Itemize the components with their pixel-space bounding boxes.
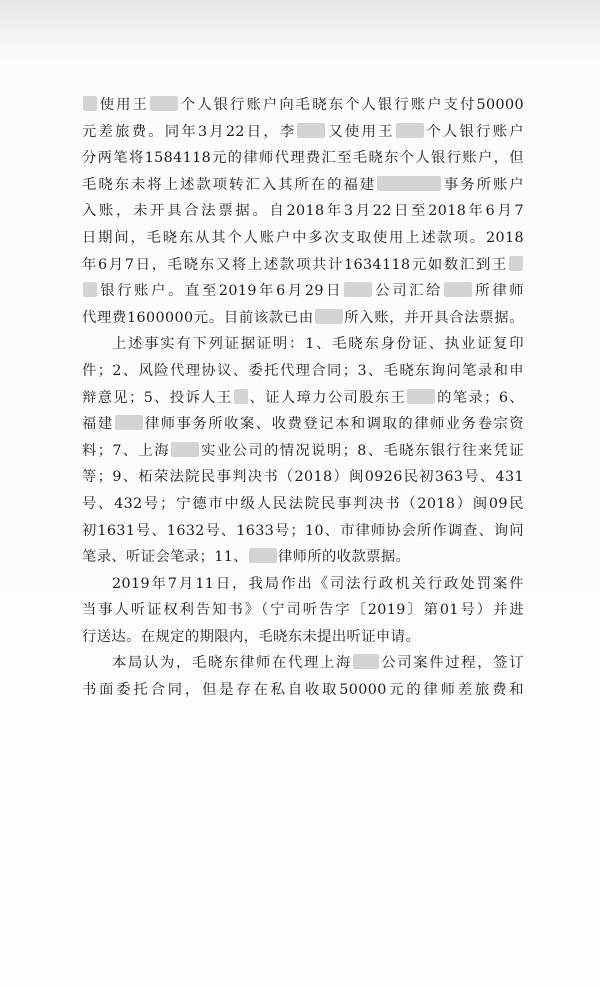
text-line: 本局认为，毛晓东律师在代理上海 公司案件过程，签订 [112,655,524,672]
scan-shadow [0,0,600,60]
redaction-mark [509,256,523,271]
text-line: 号、432号；宁德市中级人民法院民事判决书（2018）闽09民 [82,495,524,512]
document-body [82,92,524,704]
text-line: 当事人听证权利告知书》（宁司听告字〔2019〕第01号）并进 [82,602,524,619]
text-line: 初1631号、1632号、1633号；10、市律师协会所作调查、询问 [82,522,524,539]
text-line: 代理费1600000元。目前该款已由 所入账，并开具合法票据。 [82,309,524,326]
text-line: 笔录、听证会笔录；11、 律师所的收款票据。 [82,549,411,566]
text-line: 辩意见；5、投诉人王 、证人璋力公司股东王 的笔录；6、 [82,389,525,406]
redaction-mark [115,415,143,430]
redaction-mark [444,282,472,297]
redaction-mark [344,282,372,297]
text-line: 行送达。在规定的期限内，毛晓东未提出听证申请。 [82,628,421,645]
redaction-mark [377,176,441,191]
text-line: 日期间，毛晓东从其个人账户中多次支取使用上述款项。2018 [82,229,524,246]
redaction-mark [297,123,325,138]
redaction-mark [83,96,97,111]
redaction-mark [315,309,343,324]
text-line: 元差旅费。同年3月22日，李 又使用王 个人银行账户 [82,123,524,140]
text-line: 分两笔将1584118元的律师代理费汇至毛晓东个人银行账户，但 [82,150,524,167]
text-line: 件；2、风险代理协议、委托代理合同；3、毛晓东询问笔录和申 [82,362,524,379]
redaction-mark [353,654,379,669]
redaction-mark [83,282,97,297]
text-line: 毛晓东未将上述款项转汇入其所在的福建 事务所账户 [82,176,525,193]
text-line: 等；9、柘荣法院民事判决书（2018）闽0926民初363号、431 [82,469,524,486]
text-line: 使用王 个人银行账户向毛晓东个人银行账户支付50000 [82,92,524,119]
paragraph-1 [82,92,524,331]
text-line: 上述事实有下列证据证明：1、毛晓东身份证、执业证复印 [112,336,524,353]
redaction-mark [171,442,199,457]
redaction-mark [234,389,248,404]
text-line: 料；7、上海 实业公司的情况说明；8、毛晓东银行往来凭证 [82,442,525,459]
text-line: 书面委托合同，但是存在私自收取50000元的律师差旅费和 [82,682,524,699]
redaction-mark [407,389,435,404]
redaction-mark [396,123,424,138]
paragraph-4 [82,650,524,703]
text-line: 银行账户。直至2019年6月29日 公司汇给 所律师 [82,278,524,305]
paragraph-2 [82,331,524,570]
text-line: 福建 律师事务所收案、收费登记本和调取的律师业务卷宗资 [82,416,524,433]
paragraph-3 [82,571,524,651]
text-line: 年6月7日，毛晓东又将上述款项共计1634118元如数汇到王 [82,252,524,279]
redaction-mark [150,96,178,111]
redaction-mark [249,548,277,563]
text-line: 入账，未开具合法票据。自2018年3月22日至2018年6月7 [82,203,524,220]
text-line: 2019年7月11日，我局作出《司法行政机关行政处罚案件 [112,575,524,592]
